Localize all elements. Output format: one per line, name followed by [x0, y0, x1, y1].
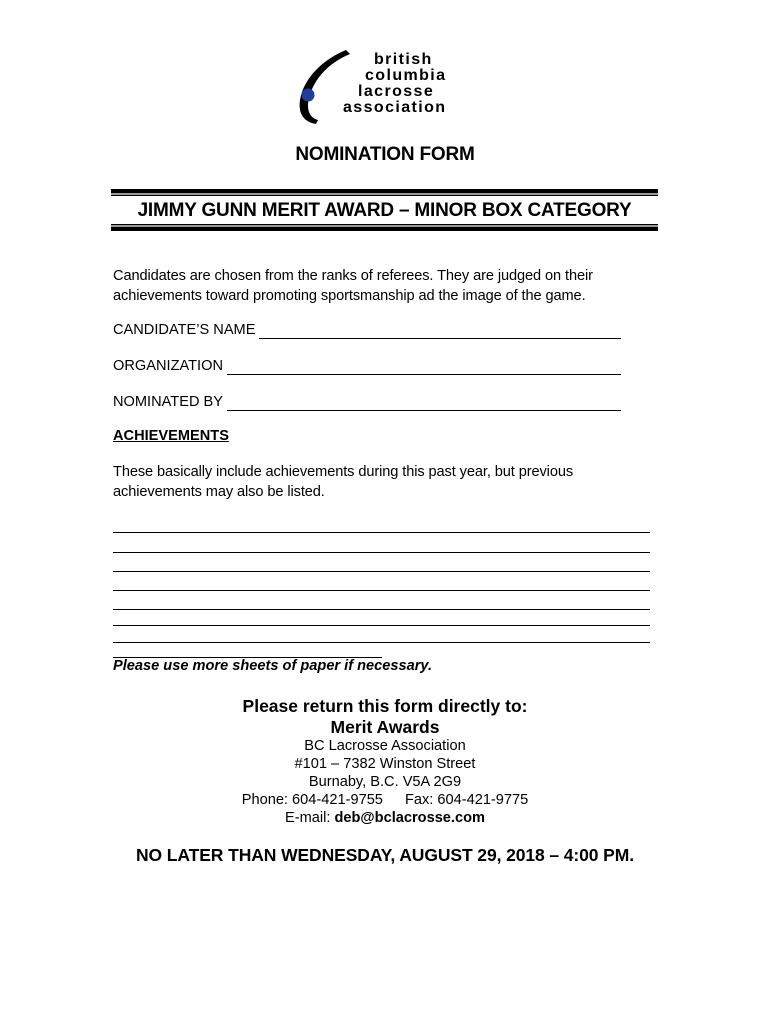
address-street: #101 – 7382 Winston Street — [294, 756, 476, 772]
achievement-answer-line[interactable] — [113, 625, 650, 626]
return-heading-line: Please return this form directly to: — [242, 696, 528, 716]
logo-line: association — [343, 99, 447, 116]
return-heading-line: Merit Awards — [330, 717, 440, 737]
achievement-answer-line[interactable] — [113, 590, 650, 591]
intro-text: Candidates are chosen from the ranks of referees. They are judged on their achievements toward promoting sportsmanship ad the image of the game. — [113, 268, 593, 304]
nominated-by-label: NOMINATED BY — [113, 394, 224, 410]
organization-field[interactable] — [113, 357, 621, 375]
achievement-answer-line[interactable] — [113, 642, 650, 643]
title-rule-top-thin — [111, 195, 658, 196]
address-city: Burnaby, B.C. V5A 2G9 — [308, 774, 462, 790]
email-link[interactable]: deb@bclacrosse.com — [334, 810, 485, 826]
achievements-text: These basically include achievements during this past year, but previous achievements may also be listed. — [113, 464, 574, 500]
contact-phone: Phone: 604-421-9755 — [241, 792, 383, 808]
logo-line: columbia — [365, 67, 447, 84]
contact-email — [0, 809, 770, 827]
form-title: NOMINATION FORM — [295, 144, 475, 165]
organization-label: ORGANIZATION — [113, 358, 223, 374]
logo-wordmark — [342, 52, 446, 116]
achievement-answer-line[interactable] — [113, 532, 650, 533]
organization-blank[interactable] — [227, 360, 621, 375]
contact-phone-fax — [0, 791, 770, 809]
logo-line: lacrosse — [358, 83, 435, 100]
deadline-text: NO LATER THAN WEDNESDAY, AUGUST 29, 2018 – 4:00 PM. — [136, 845, 634, 865]
return-heading — [0, 696, 770, 738]
achievement-answer-line[interactable] — [113, 609, 650, 610]
achievement-answer-line[interactable] — [113, 571, 650, 572]
achievement-answer-line[interactable] — [113, 552, 650, 553]
nominated-by-blank[interactable] — [227, 396, 621, 411]
bcla-logo — [296, 48, 476, 126]
candidate-name-blank[interactable] — [259, 324, 621, 339]
return-address — [0, 737, 770, 827]
candidate-name-label: CANDIDATE’S NAME — [113, 322, 256, 338]
address-org: BC Lacrosse Association — [304, 738, 466, 754]
title-rule-bottom — [111, 227, 658, 231]
achievements-heading: ACHIEVEMENTS — [113, 428, 229, 444]
candidate-name-field[interactable] — [113, 321, 621, 339]
nominated-by-field[interactable] — [113, 393, 621, 411]
logo-line: british — [374, 51, 433, 68]
email-label: E-mail: — [285, 810, 331, 826]
contact-fax: Fax: 604-421-9775 — [404, 792, 529, 808]
award-title: JIMMY GUNN MERIT AWARD – MINOR BOX CATEGORY — [137, 200, 632, 221]
extra-sheets-note: Please use more sheets of paper if necessary. — [113, 658, 433, 674]
logo-dot — [302, 89, 315, 102]
